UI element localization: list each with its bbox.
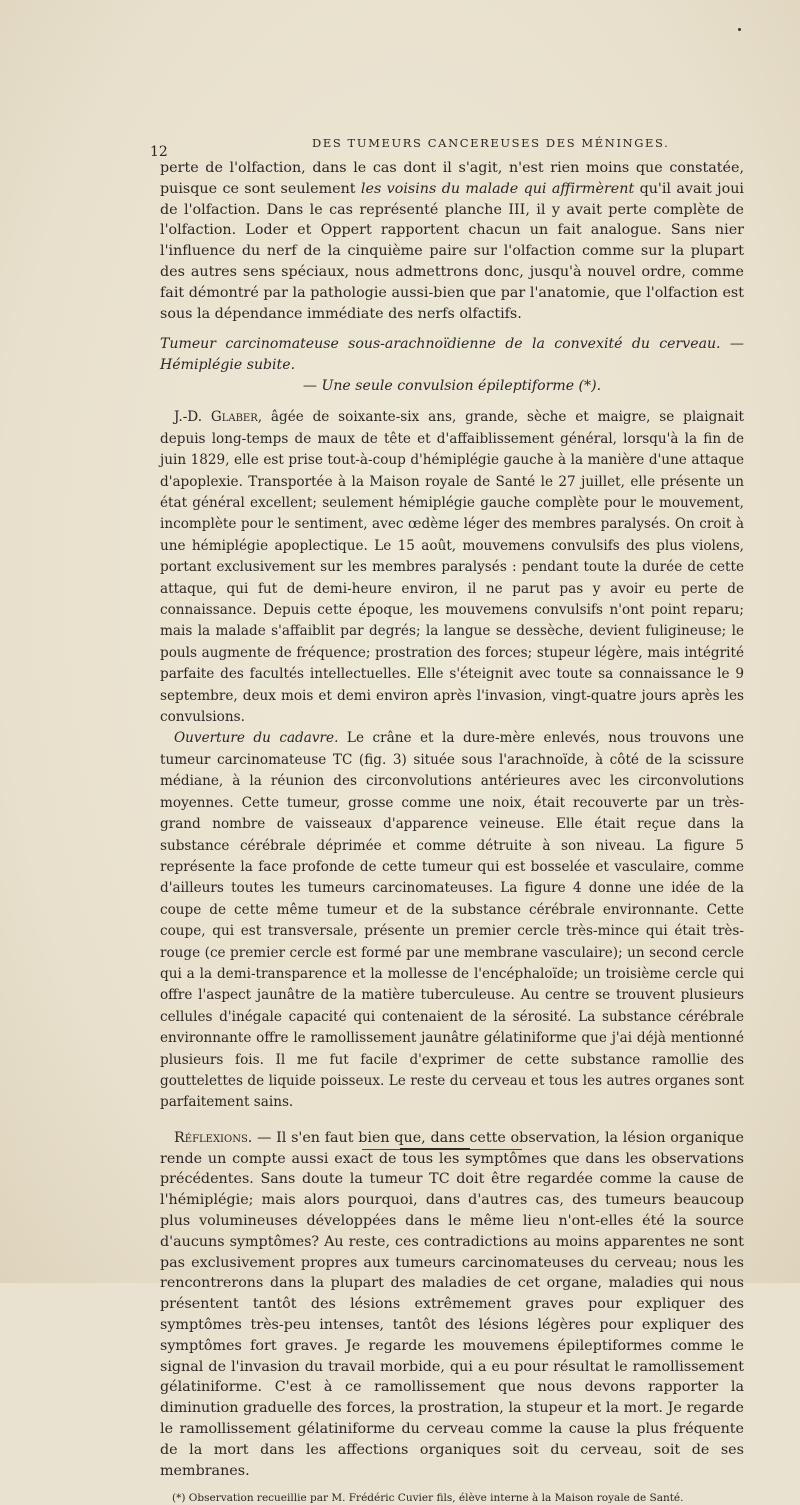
- running-title: DES TUMEURS CANCEREUSES DES MÉNINGES.: [312, 136, 670, 150]
- page-body: [160, 158, 744, 1505]
- autopsy-label: Ouverture du cadavre.: [174, 730, 339, 747]
- reflexions-paragraph: Réflexions. — Il s'en faut bien que, dans cette observation, la lésion organique rende un compte aussi exact de tous les symptômes que dans les observations précédentes. Sans doute la tumeur TC doit être regardée comme la cause de l'hémiplégie; mais alors pourquoi, dans d'autres cas, des tumeurs beaucoup plus volumineuses développées dans le même lieu n'ont-elles été la source d'aucuns symptômes? Au reste, ces contradictions au moins apparentes ne sont pas exclusivement propres aux tumeurs carcinomateuses du cerveau; nous les rencontrerons dans la plupart des maladies de cet organe, maladies qui nous présentent tantôt des lésions extrêmement graves pour expliquer des symptômes très-peu intenses, tantôt des lésions légères pour expliquer des symptômes fort graves. Je regarde les mouvemens épileptiformes comme le signal de l'invasion du travail morbide, qui a eu pour résultat le ramollissement gélatiniforme. C'est à ce ramollissement que nous devons rapporter la diminution graduelle des forces, la prostration, la stupeur et la mort. Je regarde le ramollissement gélatiniforme du cerveau comme la cause la plus fréquente de la mort dans les affections organiques soit du cerveau, soit de ses membranes.: [160, 1129, 744, 1479]
- case-paragraph: J.-D. Glaber, âgée de soixante-six ans, grande, sèche et maigre, se plaignait depuis long-temps de maux de tête et d'affaiblissement général, lorsqu'à la fin de juin 1829, elle est prise tout-à-coup d'hémiplégie gauche à la manière d'une attaque d'apoplexie. Transportée à la Maison royale de Santé le 27 juillet, elle présente un état général excellent; seulement hémiplégie gauche complète pour le mouvement, incomplète pour le sentiment, avec œdème léger des membres paralysés. On croit à une hémiplégie apoplectique. Le 15 août, mouvemens convulsifs des plus violens, portant exclusivement sur les membres paralysés : pendant toute la durée de cette attaque, qui fut de demi-heure environ, il ne parut pas y avoir eu perte de connaissance. Depuis cette époque, les mouvemens convulsifs n'ont point reparu; mais la malade s'affaiblit par degrés; la langue se dessèche, devient fuligineuse; le pouls augmente de fréquence; prostration des forces; stupeur légère, mais intégrité parfaite des facultés intellectuelles. Elle s'éteignit avec toute sa connaissance le 9 septembre, deux mois et demi environ après l'invasion, vingt-quatre jours après les convulsions.: [160, 409, 745, 726]
- patient-name: J.-D. Glaber: [174, 409, 258, 426]
- intro-paragraph: perte de l'olfaction, dans le cas dont il s'agit, n'est rien moins que constatée, puisque ce sont seulement les voisins du malade qui affirmèrent qu'il avait joui de l'olfaction. Dans le cas représenté planche III, il y avait perte complète de l'olfaction. Loder et Oppert rapportent chacun un fait analogue. Sans nier l'influence du nerf de la cinquième paire sur l'olfaction comme sur la plupart des autres sens spéciaux, nous admettrons donc, jusqu'à nouvel ordre, comme fait démontré par la pathologie aussi-bien que par l'anatomie, que l'olfaction est sous la dépendance immédiate des nerfs olfactifs.: [160, 160, 744, 322]
- observation-title-line1: Tumeur carcinomateuse sous-arachnoïdienne de la convexité du cerveau. — Hémiplégie subite.: [160, 336, 744, 374]
- ink-speck: [738, 28, 741, 31]
- reflexions-label: Réflexions.: [174, 1129, 253, 1146]
- page-number: 12: [150, 144, 168, 160]
- observation-title-line2: — Une seule convulsion épileptiforme (*).: [302, 378, 602, 395]
- page-header: [150, 136, 750, 160]
- autopsy-paragraph: Ouverture du cadavre. Le crâne et la dure-mère enlevés, nous trouvons une tumeur carcinomateuse TC (fig. 3) située sous l'arachnoïde, à côté de la scissure médiane, à la réunion des circonvolutions antérieures avec les circonvolutions moyennes. Cette tumeur, grosse comme une noix, était recouverte par un très-grand nombre de vaisseaux d'apparence veineuse. Elle était reçue dans la substance cérébrale déprimée et comme détruite à son niveau. La figure 5 représente la face profonde de cette tumeur qui est bosselée et vasculaire, comme d'ailleurs toutes les tumeurs carcinomateuses. La figure 4 donne une idée de la coupe de cette même tumeur et de la substance cérébrale environnante. Cette coupe, qui est transversale, présente un premier cercle très-mince qui était très-rouge (ce premier cercle est formé par une membrane vasculaire); un second cercle qui a la demi-transparence et la mollesse de l'encéphaloïde; un troisième cercle qui offre l'aspect jaunâtre de la matière tuberculeuse. Au centre se trouvent plusieurs cellules d'inégale capacité qui contenaient de la sérosité. La substance cérébrale environnante offre le ramollissement jaunâtre gélatiniforme que j'ai déjà mentionné plusieurs fois. Il me fut facile d'exprimer de cette substance ramollie des gouttelettes de liquide poisseux. Le reste du cerveau et tous les autres organes sont parfaitement sains.: [160, 730, 744, 1111]
- end-rule-center: [400, 1148, 470, 1150]
- observation-title: [160, 334, 744, 397]
- footnote: (*) Observation recueillie par M. Frédéric Cuvier fils, élève interne à la Maison royale de Santé.: [172, 1492, 684, 1505]
